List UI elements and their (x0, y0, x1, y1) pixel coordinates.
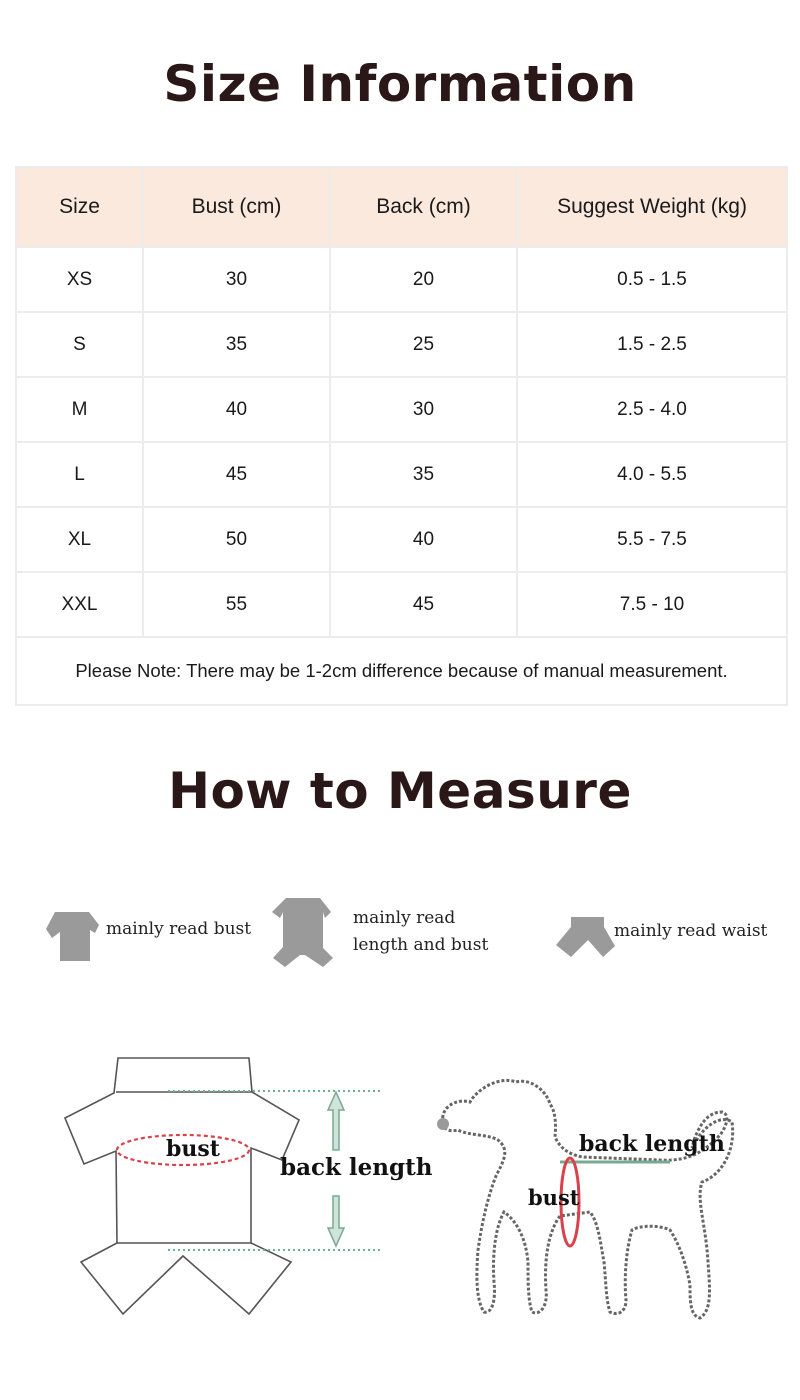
cell-weight: 4.0 - 5.5 (517, 442, 787, 507)
legend-waist-label: mainly read waist (614, 921, 768, 941)
cell-back: 20 (330, 247, 517, 312)
dog-back-length-label: back length (579, 1131, 725, 1157)
header-weight: Suggest Weight (kg) (517, 167, 787, 247)
waist-icon (556, 917, 615, 957)
cell-back: 40 (330, 507, 517, 572)
overall-icon (272, 898, 333, 967)
garment-diagram (65, 1058, 299, 1314)
dog-bust-label: bust (528, 1185, 580, 1210)
cell-bust: 35 (143, 312, 330, 377)
cell-size: XS (16, 247, 143, 312)
cell-back: 30 (330, 377, 517, 442)
measurement-note: Please Note: There may be 1-2cm difference because of manual measurement. (16, 637, 787, 705)
header-back: Back (cm) (330, 167, 517, 247)
cell-back: 45 (330, 572, 517, 637)
cell-weight: 0.5 - 1.5 (517, 247, 787, 312)
cell-size: XXL (16, 572, 143, 637)
cell-weight: 7.5 - 10 (517, 572, 787, 637)
header-bust: Bust (cm) (143, 167, 330, 247)
cell-size: L (16, 442, 143, 507)
legend-shirt-label: mainly read bust (106, 919, 252, 939)
how-to-measure-title: How to Measure (168, 762, 632, 820)
garment-bust-label: bust (166, 1136, 220, 1162)
cell-weight: 5.5 - 7.5 (517, 507, 787, 572)
cell-weight: 1.5 - 2.5 (517, 312, 787, 377)
cell-back: 35 (330, 442, 517, 507)
cell-back: 25 (330, 312, 517, 377)
cell-bust: 30 (143, 247, 330, 312)
cell-size: XL (16, 507, 143, 572)
cell-bust: 50 (143, 507, 330, 572)
size-information-title: Size Information (163, 55, 637, 113)
cell-size: S (16, 312, 143, 377)
cell-bust: 55 (143, 572, 330, 637)
shirt-icon (46, 912, 99, 961)
cell-bust: 40 (143, 377, 330, 442)
garment-back-length-label: back length (280, 1154, 433, 1181)
dog-diagram (443, 1080, 733, 1318)
dog-nose (437, 1118, 449, 1130)
cell-size: M (16, 377, 143, 442)
header-size: Size (16, 167, 143, 247)
legend-overall-label-2: length and bust (353, 935, 489, 955)
cell-weight: 2.5 - 4.0 (517, 377, 787, 442)
cell-bust: 45 (143, 442, 330, 507)
legend-overall-label-1: mainly read (353, 908, 456, 928)
